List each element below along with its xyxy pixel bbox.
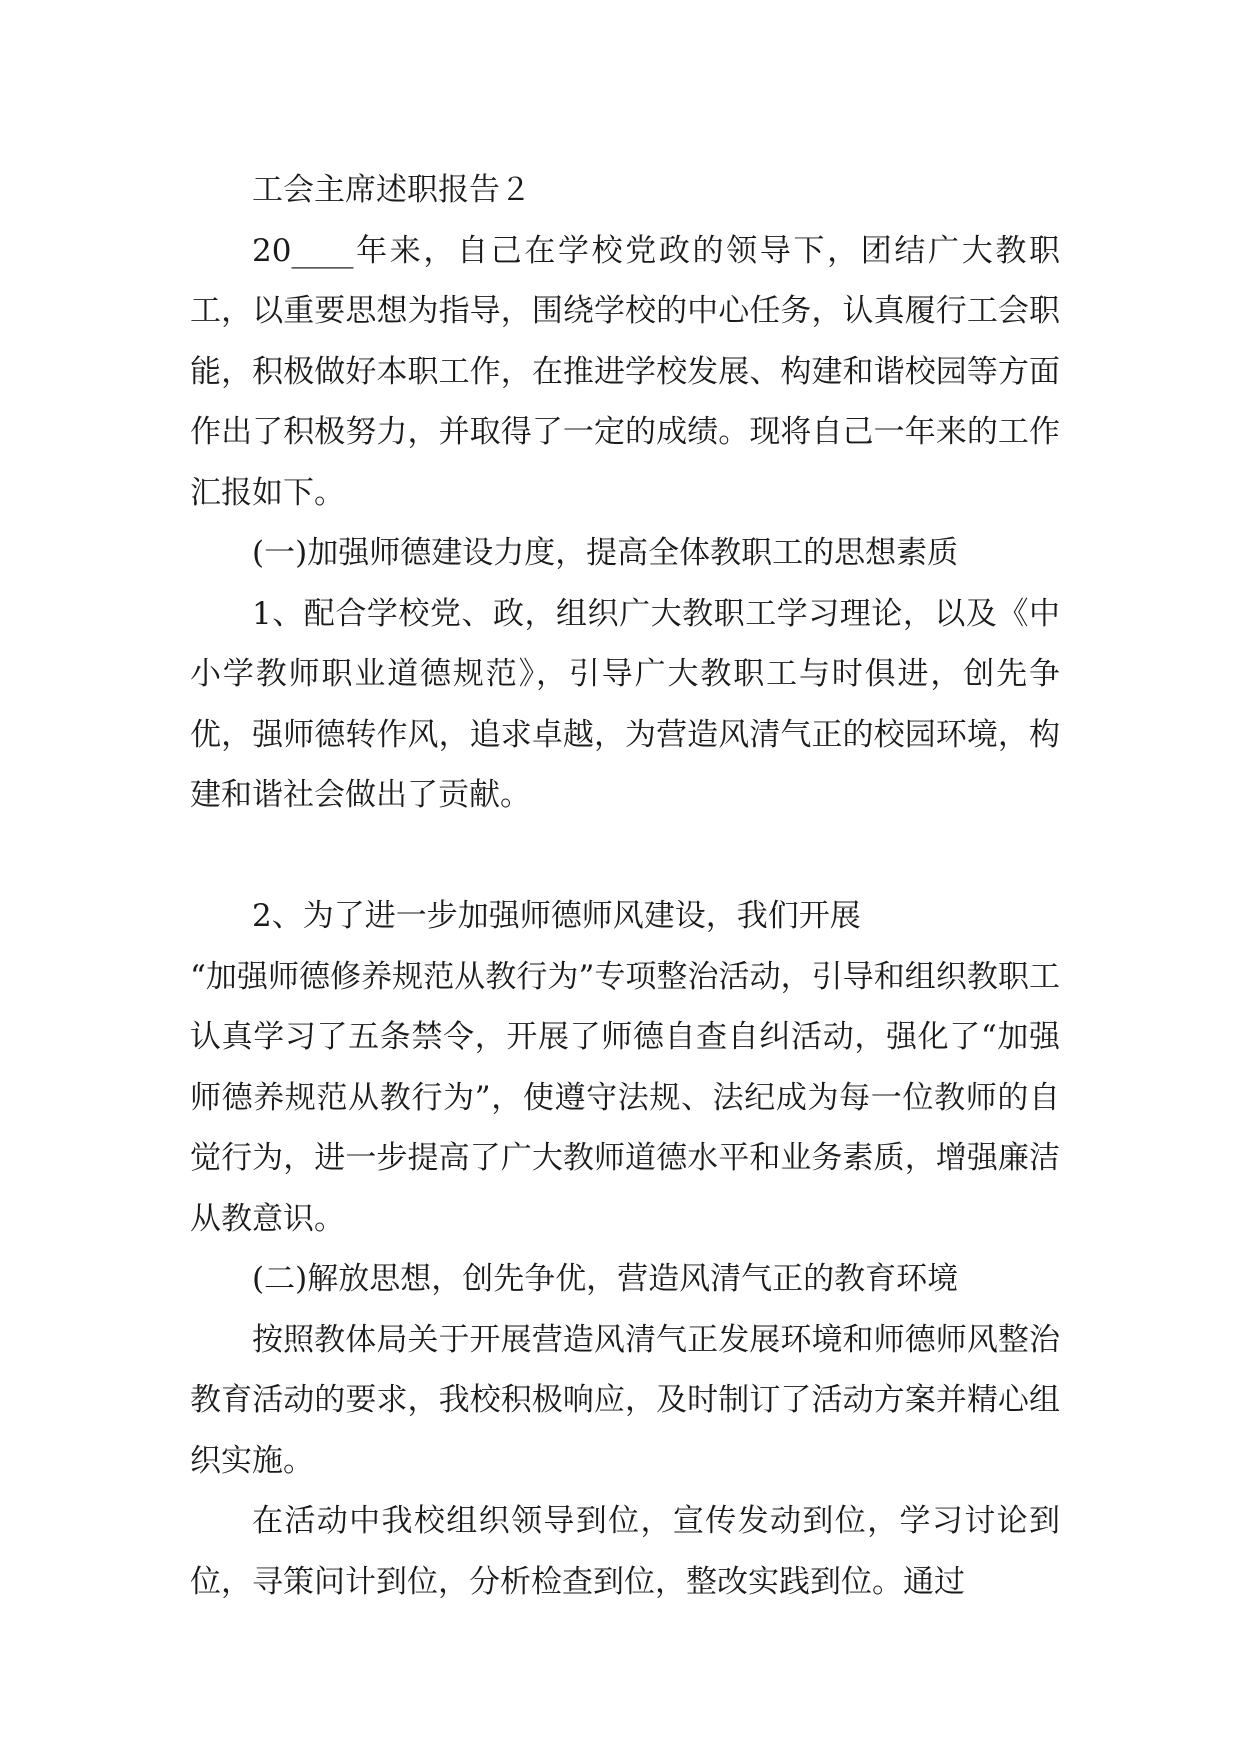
paragraph-activity-details: 在活动中我校组织领导到位，宣传发动到位，学习讨论到位，寻策问计到位，分析检查到位，整改实践到位。通过 bbox=[190, 1503, 1060, 1600]
section-heading-2: (二)解放思想，创先争优，营造风清气正的教育环境 bbox=[252, 1261, 959, 1297]
document-body bbox=[190, 160, 1060, 1612]
paragraph-item-2: 2、为了进一步加强师德师风建设，我们开展 bbox=[252, 898, 861, 934]
paragraph-intro: 20____年来，自己在学校党政的领导下，团结广大教职工，以重要思想为指导，围绕学校的中心任务，认真履行工会职能，积极做好本职工作，在推进学校发展、构建和谐校园等方面作出了积极努力，并取得了一定的成绩。现将自己一年来的工作汇报如下。 bbox=[190, 232, 1060, 511]
section-heading-1: (一)加强师德建设力度，提高全体教职工的思想素质 bbox=[252, 535, 959, 571]
paragraph-item-2-continued: “加强师德修养规范从教行为”专项整治活动，引导和组织教职工认真学习了五条禁令，开展了师德自查自纠活动，强化了“加强师德养规范从教行为”，使遵守法规、法纪成为每一位教师的自觉行为，进一步提高了广大教师道德水平和业务素质，增强廉洁从教意识。 bbox=[190, 958, 1060, 1237]
paragraph-item-1: 1、配合学校党、政，组织广大教职工学习理论，以及《中小学教师职业道德规范》，引导广大教职工与时俱进，创先争优，强师德转作风，追求卓越，为营造风清气正的校园环境，构建和谐社会做出了贡献。 bbox=[190, 595, 1060, 813]
blank-line bbox=[190, 826, 1060, 887]
paragraph-activity-plan: 按照教体局关于开展营造风清气正发展环境和师德师风整治教育活动的要求，我校积极响应，及时制订了活动方案并精心组织实施。 bbox=[190, 1321, 1060, 1479]
document-title: 工会主席述职报告２ bbox=[252, 172, 531, 208]
